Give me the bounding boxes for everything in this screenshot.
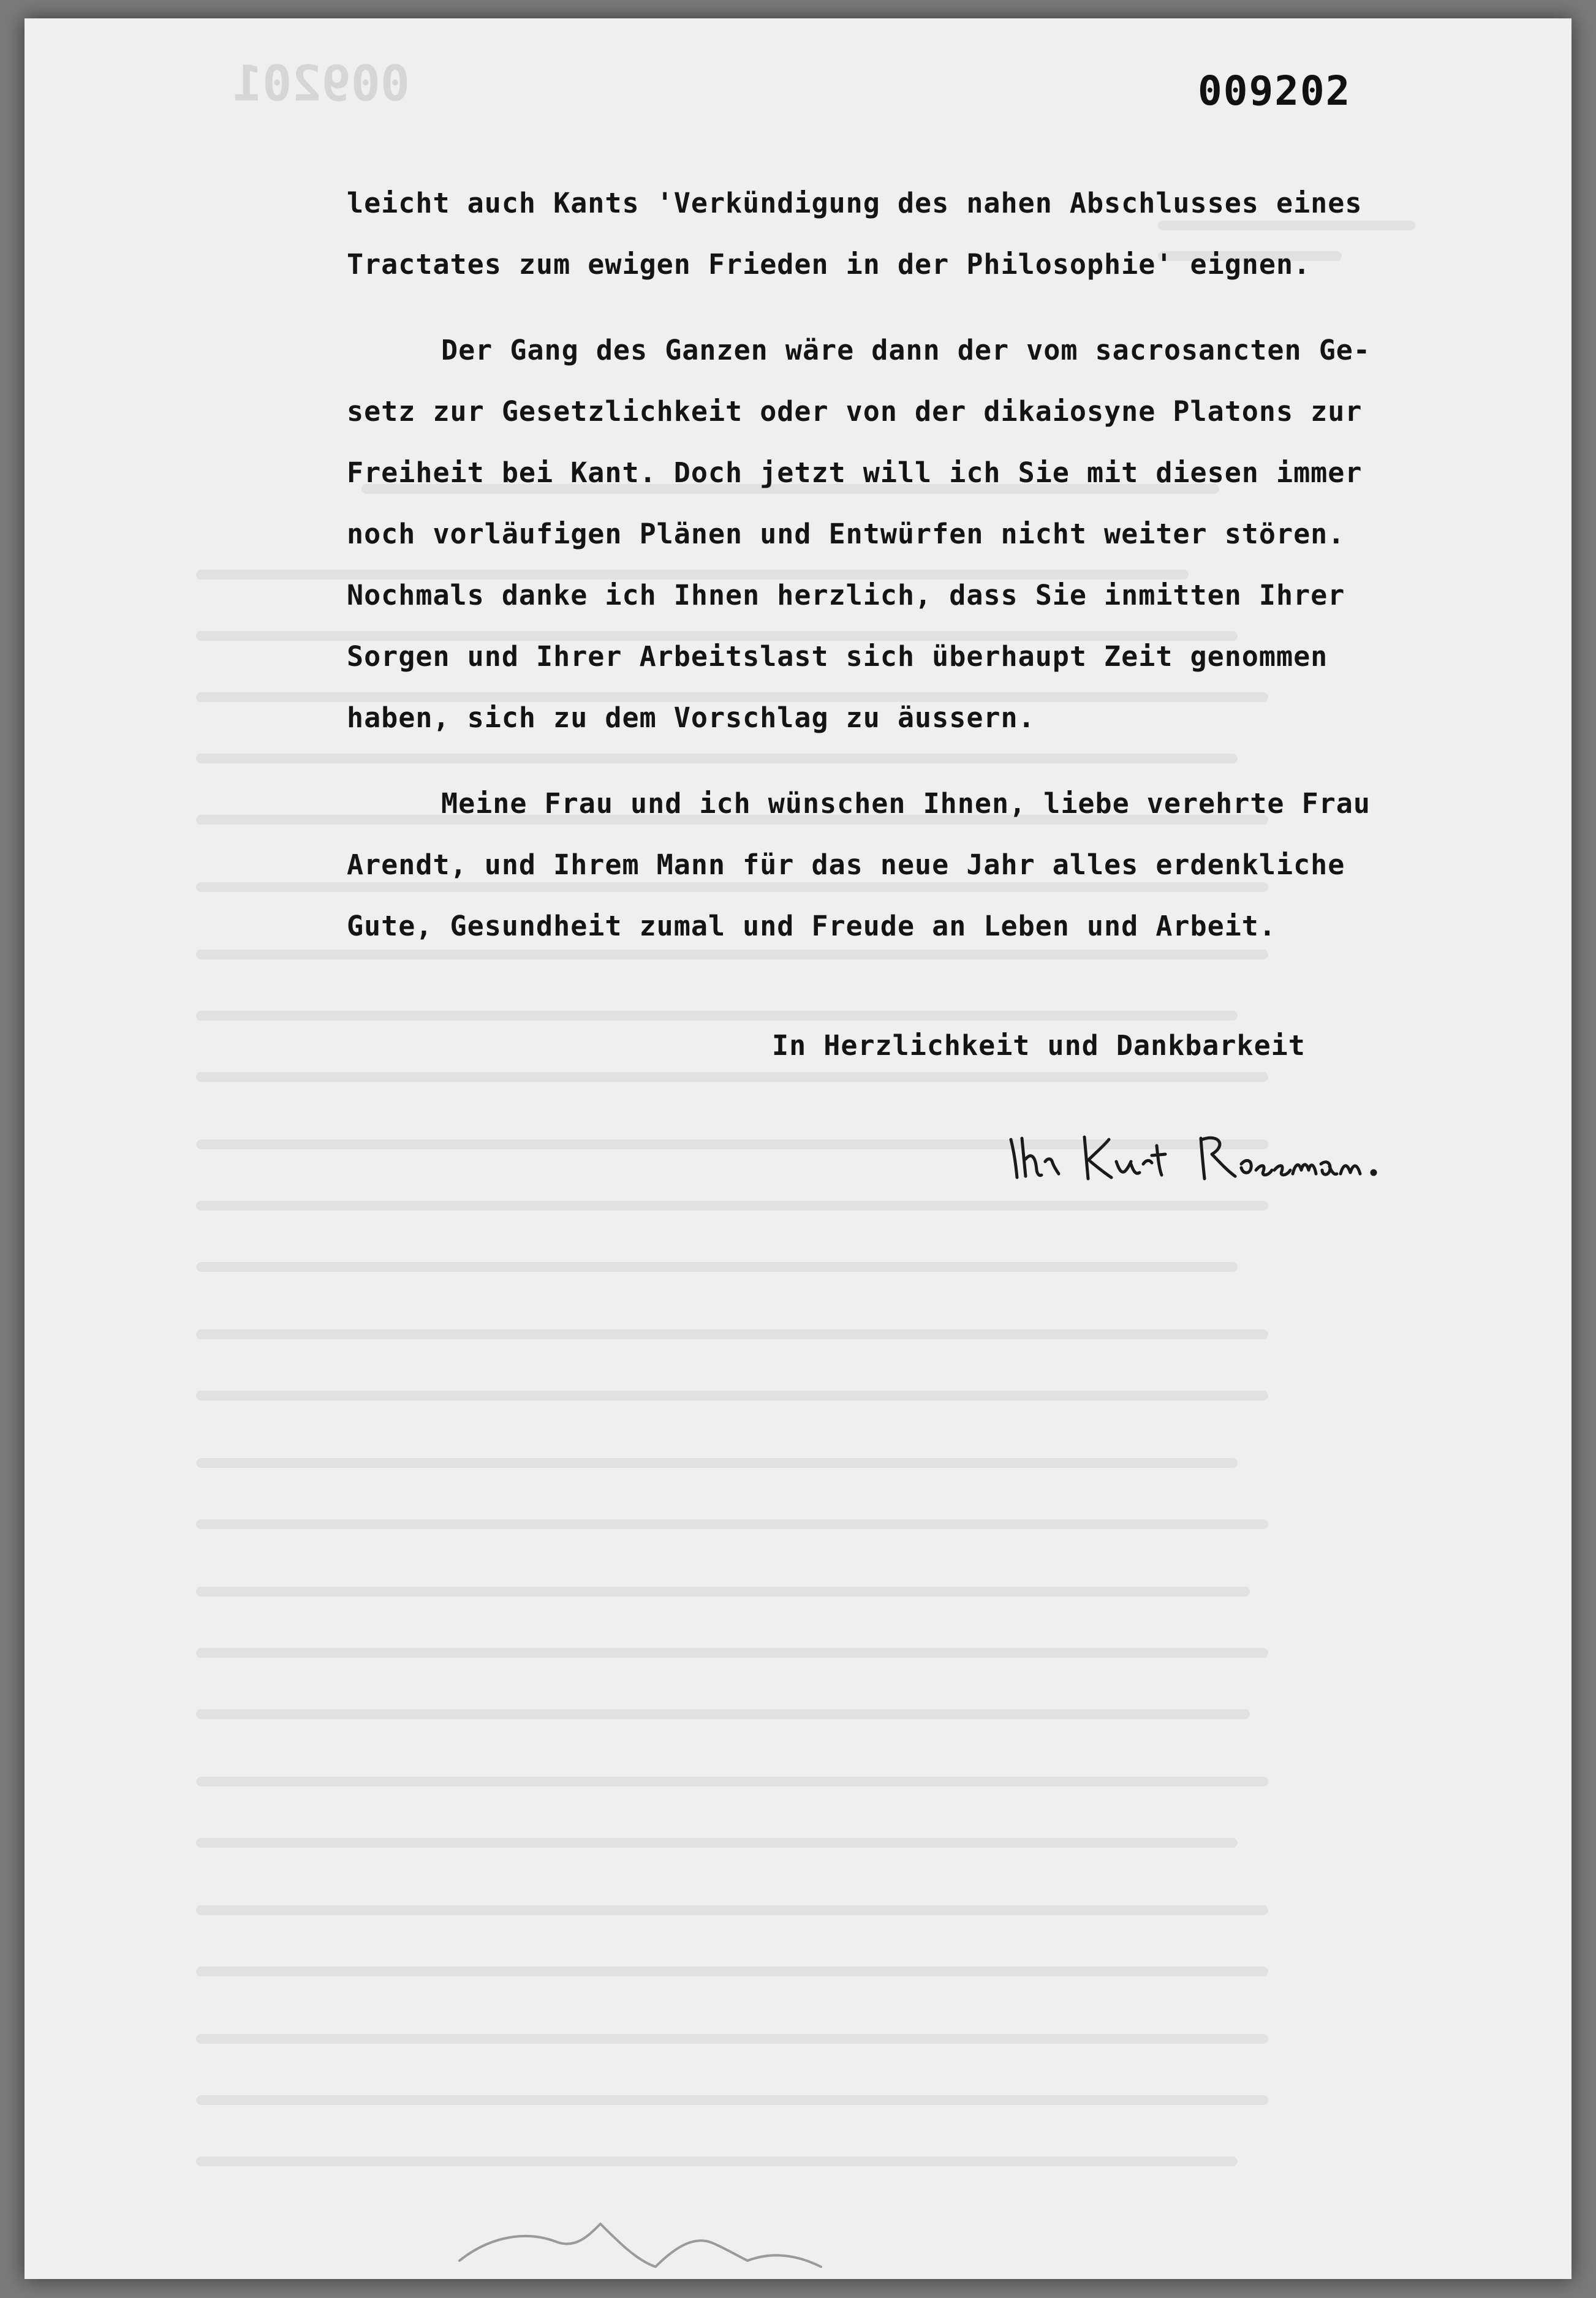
text-line-8: Sorgen und Ihrer Arbeitslast sich überhaupt Zeit genommen — [347, 640, 1328, 673]
text-line-11: Arendt, und Ihrem Mann für das neue Jahr alles erdenkliche — [347, 849, 1345, 881]
text-line-9: haben, sich zu dem Vorschlag zu äussern. — [347, 701, 1035, 734]
handwritten-signature — [999, 1121, 1391, 1189]
text-line-10: Meine Frau und ich wünschen Ihnen, liebe verehrte Frau — [441, 787, 1371, 820]
text-line-7: Nochmals danke ich Ihnen herzlich, dass Sie inmitten Ihrer — [347, 579, 1345, 611]
letter-page — [25, 18, 1571, 2279]
text-line-12: Gute, Gesundheit zumal und Freude an Leben und Arbeit. — [347, 910, 1276, 942]
document-number: 009202 — [1198, 67, 1352, 115]
text-line-4: setz zur Gesetzlichkeit oder von der dikaiosyne Platons zur — [347, 395, 1363, 428]
text-line-3: Der Gang des Ganzen wäre dann der vom sacrosancten Ge- — [441, 334, 1371, 366]
torn-paper-edge — [453, 2199, 882, 2279]
text-line-1: leicht auch Kants 'Verkündigung des nahen Abschlusses eines — [347, 187, 1363, 219]
reverse-side-bleed-through: 009201 — [25, 18, 1571, 2279]
text-line-6: noch vorläufigen Plänen und Entwürfen nicht weiter stören. — [347, 518, 1345, 550]
text-line-2: Tractates zum ewigen Frieden in der Philosophie' eignen. — [347, 248, 1311, 281]
text-line-5: Freiheit bei Kant. Doch jetzt will ich Sie mit diesen immer — [347, 456, 1363, 489]
closing-line: In Herzlichkeit und Dankbarkeit — [772, 1029, 1306, 1062]
